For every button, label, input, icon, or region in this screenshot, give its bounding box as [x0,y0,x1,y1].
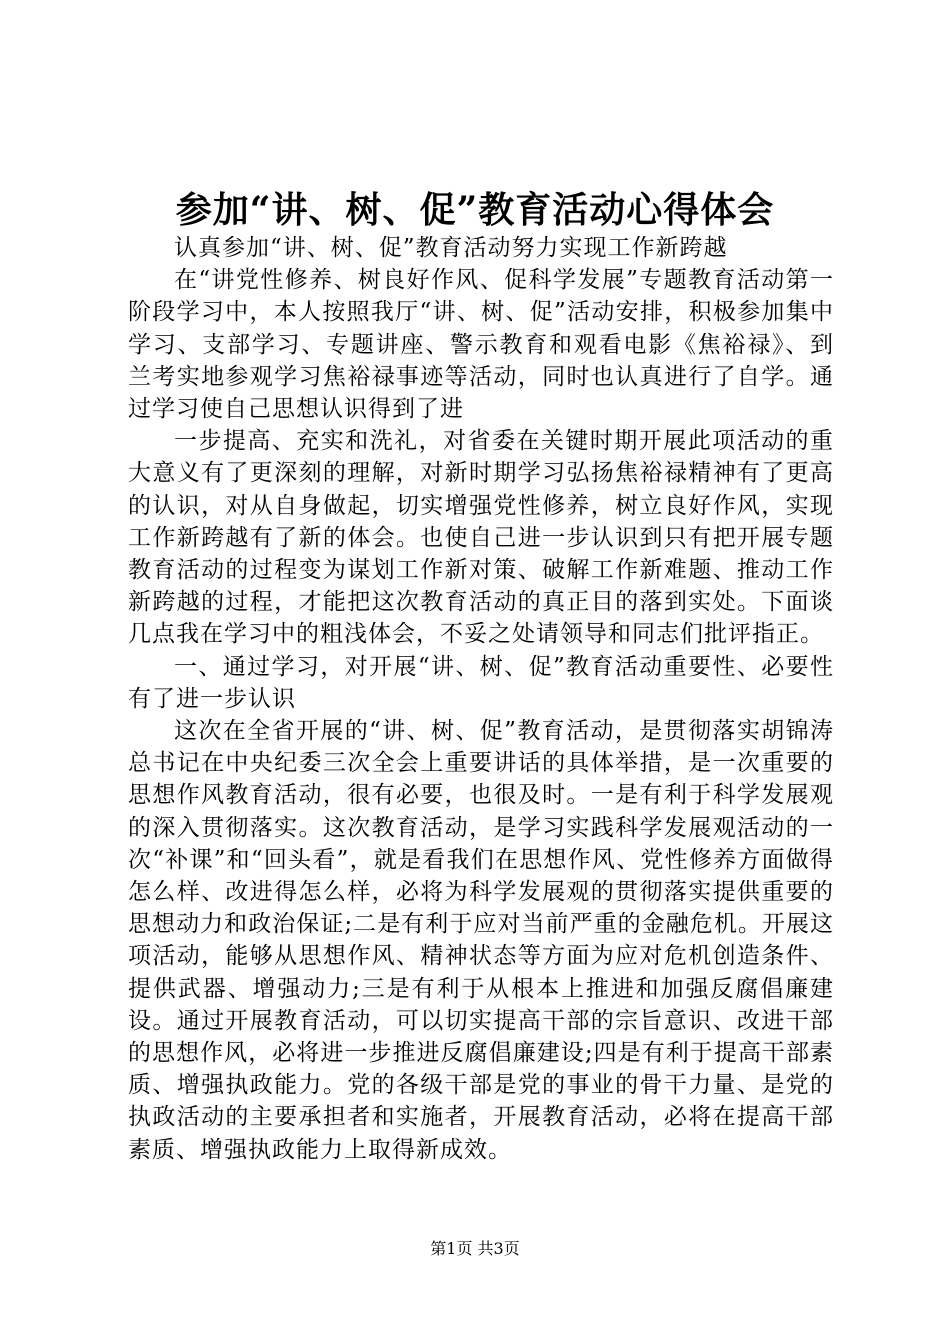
paragraph: 这次在全省开展的“讲、树、促”教育活动，是贯彻落实胡锦涛总书记在中央纪委三次全会上重要讲话的具体举措，是一次重要的思想作风教育活动，很有必要，也很及时。一是有利于科学发展观的深入贯彻落实。这次教育活动，是学习实践科学发展观活动的一次“补课”和“回头看”，就是看我们在思想作风、党性修养方面做得怎么样、改进得怎么样，必将为科学发展观的贯彻落实提供重要的思想动力和政治保证;二是有利于应对当前严重的金融危机。开展这项活动，能够从思想作风、精神状态等方面为应对危机创造条件、提供武器、增强动力;三是有利于从根本上推进和加强反腐倡廉建设。通过开展教育活动，可以切实提高干部的宗旨意识、改进干部的思想作风，必将进一步推进反腐倡廉建设;四是有利于提高干部素质、增强执政能力。党的各级干部是党的事业的骨干力量、是党的执政活动的主要承担者和实施者，开展教育活动，必将在提高干部素质、增强执政能力上取得新成效。 [128,718,834,1163]
paragraph: 在“讲党性修养、树良好作风、促科学发展”专题教育活动第一阶段学习中，本人按照我厅“讲、树、促”活动安排，积极参加集中学习、支部学习、专题讲座、警示教育和观看电影《焦裕禄》、到兰考实地参观学习焦裕禄事迹等活动，同时也认真进行了自学。通过学习使自己思想认识得到了进 [128,267,834,423]
paragraph: 一步提高、充实和洗礼，对省委在关键时期开展此项活动的重大意义有了更深刻的理解，对新时期学习弘扬焦裕禄精神有了更高的认识，对从自身做起，切实增强党性修养，树立良好作风，实现工作新跨越有了新的体会。也使自己进一步认识到只有把开展专题教育活动的过程变为谋划工作新对策、破解工作新难题、推动工作新跨越的过程，才能把这次教育活动的真正目的落到实处。下面谈几点我在学习中的粗浅体会，不妥之处请领导和同志们批评指正。 [128,428,834,648]
document-subtitle: 认真参加“讲、树、促”教育活动努力实现工作新跨越 [174,235,728,261]
section-heading: 一、通过学习，对开展“讲、树、促”教育活动重要性、必要性有了进一步认识 [128,653,834,712]
document-title: 参加“讲、树、促”教育活动心得体会 [175,189,775,232]
page-footer: 第1页 共3页 [430,1239,520,1258]
document-body [128,232,834,1166]
